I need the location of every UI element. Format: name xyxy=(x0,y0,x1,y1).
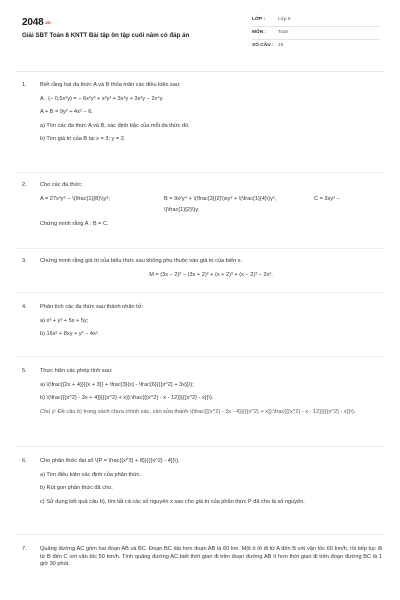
question-divider xyxy=(16,172,384,173)
question-line: b) Rút gọn phân thức đã cho. xyxy=(40,485,113,492)
question-divider xyxy=(16,446,384,447)
question-prompt: Cho phân thức đại số \(P = \frac{{x^3} + 8}}{{{x^2} - 4}}\). xyxy=(40,458,180,464)
meta-label: MÔN : xyxy=(252,29,267,35)
question-number: 2. xyxy=(22,182,27,188)
question-prompt: Biết rằng hai đa thức A và B thỏa mãn các điều kiện sau: xyxy=(40,82,181,88)
meta-value: Toán xyxy=(278,29,289,35)
question-line: a) \(\frac{{2x + 4}}{{x + 3}} + \frac{3}{x} - \frac{6}{{{x^2} + 3x}}\); xyxy=(40,381,194,388)
meta-value: 16 xyxy=(278,42,284,48)
question-divider xyxy=(16,292,384,293)
site-logo[interactable] xyxy=(22,16,51,30)
question-prompt: Thực hiện các phép tính sau: xyxy=(40,368,113,374)
question-6 xyxy=(22,458,382,512)
question-line: A . (− 0,5x²y) = − 6x²y³ + x³y² + 3x²y + 3x²y − 2x⁴y. xyxy=(40,95,164,102)
polynomial-a: A = 27x³y⁶ − \(\frac{1}{8}\)y³; xyxy=(40,195,110,202)
polynomial-definitions xyxy=(40,196,382,204)
meta-table xyxy=(252,14,380,52)
question-1 xyxy=(22,82,382,150)
question-number: 1. xyxy=(22,82,27,88)
question-divider xyxy=(16,248,384,249)
question-prompt: Phân tích các đa thức sau thành nhân tử: xyxy=(40,304,143,310)
question-line: a) Tìm điều kiện xác định của phân thức. xyxy=(40,471,142,478)
question-prompt: Quãng đường AC gồm hai đoạn AB và BC. Đoạn BC dài hơn đoạn AB là 60 km. Một ô tô đi từ A đến B với vận tốc 60 km/h, rồi tiếp tục đi từ B đến C với vận tốc 50 km/h. Tính quãng đường AC biết thời gian đi trên đoạn đường AB ít hơn thời gian đi trên đoạn đường BC là 1 giờ 30 phút. xyxy=(40,546,382,568)
question-note xyxy=(40,409,382,417)
document-title: Giải SBT Toán 8 KNTT Bài tập ôn tập cuối năm có đáp án xyxy=(22,32,190,39)
question-line: c) Sử dụng kết quả câu b), tìm tất cả các số nguyên x sao cho giá trị của phân thức P đã cho là số nguyên. xyxy=(40,498,305,505)
meta-value: Lớp 8 xyxy=(278,16,291,22)
page-header xyxy=(0,0,400,72)
question-2 xyxy=(22,182,382,234)
question-line: b) \(\frac{{{x^2} - 3x + 4}}{{{x^2} + x}}:\frac{{{x^2} - x - 12}}{{{x^2} - x}}\). xyxy=(40,395,214,402)
meta-row-grade xyxy=(252,14,380,27)
question-line: a) Tìm các đa thức A và B, xác định bậc của mỗi đa thức đó. xyxy=(40,122,190,129)
question-divider xyxy=(16,356,384,357)
meta-label: SỐ CÂU : xyxy=(252,42,274,48)
polynomial-b: B = 9x²y⁴ + \(\frac{3}{2}\)xy³ + \(\frac{1}{4}\)y², xyxy=(164,195,277,202)
question-4 xyxy=(22,304,382,345)
question-prompt: Cho các đa thức: xyxy=(40,182,83,188)
question-divider xyxy=(16,534,384,535)
question-number: 3. xyxy=(22,258,27,264)
meta-row-subject xyxy=(252,27,380,40)
meta-row-count xyxy=(252,40,380,52)
meta-label: LỚP : xyxy=(252,16,266,22)
question-closing: Chứng minh rằng A : B = C. xyxy=(40,220,109,227)
logo-number: 2048 xyxy=(22,17,44,28)
question-number: 6. xyxy=(22,458,27,464)
question-prompt: Chứng minh rằng giá trị của biểu thức sau không phụ thuộc vào giá trị của biến x. xyxy=(40,258,243,264)
logo-suffix: .vn xyxy=(44,20,51,25)
header-divider xyxy=(16,71,384,72)
question-number: 4. xyxy=(22,304,27,310)
question-line: b) 16x² + 8xy + y² − 4x². xyxy=(40,331,100,338)
question-7 xyxy=(22,546,382,575)
question-line: A + B = 9y² + 4x² − 6. xyxy=(40,109,93,116)
question-number: 7. xyxy=(22,546,27,552)
question-line: b) Tìm giá trị của B tại x = 3; y = 2. xyxy=(40,136,126,143)
polynomial-c: C = 3xy² − xyxy=(314,195,340,202)
expression-m: M = (3x − 2)² − (3x + 2)² + (x + 2)³ + (x − 2)³ − 2x³. xyxy=(149,271,273,278)
note-text: Đề câu b) trong sách chưa chính xác, cần sửa thành \(\frac{{{x^2} - 3x - 4}}{{{x^2} + x}}:\frac{{{x^2} - x - 12}}{{{x^2} - x}}\). xyxy=(56,408,356,415)
question-number: 5. xyxy=(22,368,27,374)
question-line: a) x³ + y³ + 5x + 5y; xyxy=(40,317,89,324)
question-5 xyxy=(22,368,382,422)
note-label: Chú ý: xyxy=(40,408,57,415)
polynomial-c-continued: \(\frac{1}{2}\)y. xyxy=(164,207,200,214)
question-3 xyxy=(22,258,382,285)
